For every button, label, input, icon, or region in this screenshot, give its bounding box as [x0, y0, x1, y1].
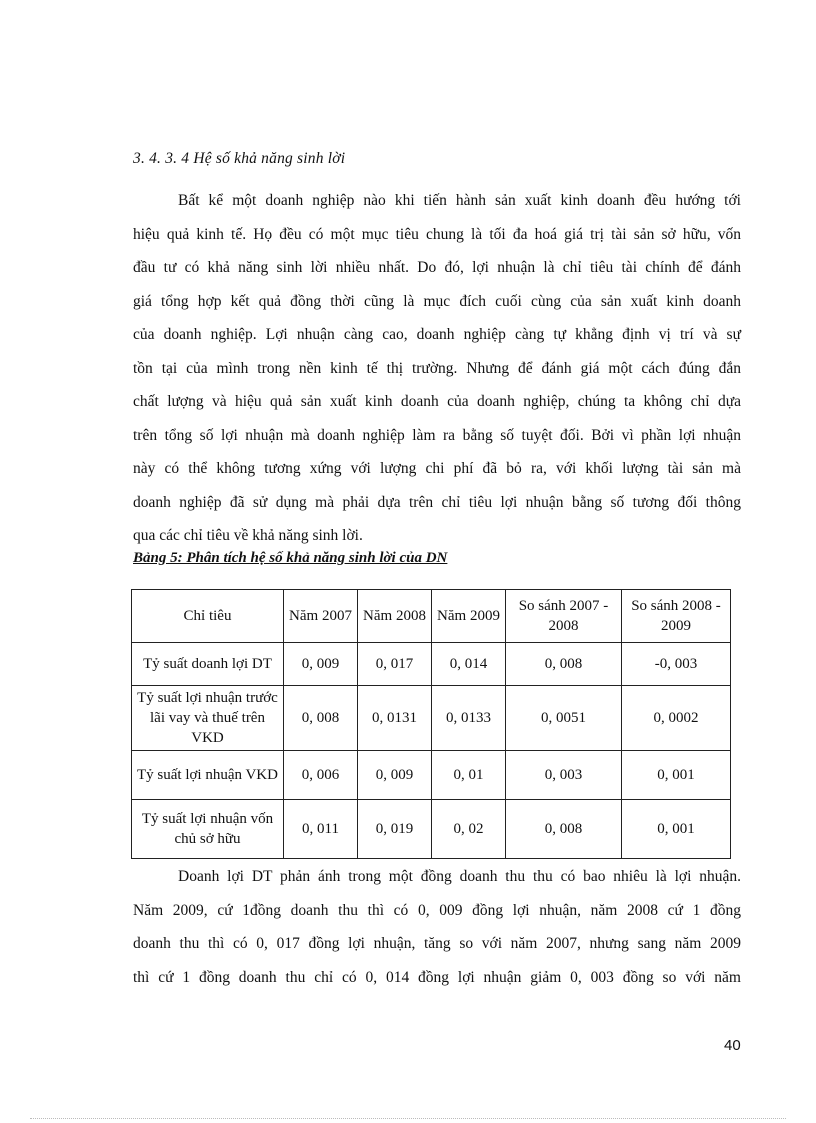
paragraph-line: doanh nghiệp đã sử dụng mà phải dựa trên chỉ tiêu lợi nhuận bằng số tương đối thông — [133, 493, 741, 511]
table-header-row — [132, 590, 731, 643]
table-row — [132, 751, 731, 800]
table-cell: 0, 0002 — [622, 686, 731, 751]
table-cell: 0, 0131 — [358, 686, 432, 751]
table-cell: 0, 008 — [284, 686, 358, 751]
table-cell: 0, 009 — [284, 643, 358, 686]
paragraph-line: chất lượng và hiệu quả sản xuất kinh doanh của doanh nghiệp, chúng ta không chỉ dựa — [133, 393, 741, 410]
paragraph-line: trên tổng số lợi nhuận mà doanh nghiệp làm ra bằng số tuyệt đối. Bởi vì phần lợi nhuận — [133, 426, 741, 444]
header-cell: So sánh 2008 - 2009 — [622, 590, 731, 643]
header-cell: Năm 2007 — [284, 590, 358, 643]
table-cell: 0, 014 — [432, 643, 506, 686]
section-heading: 3. 4. 3. 4 Hệ số khả năng sinh lời — [133, 150, 346, 167]
paragraph-line: này có thể không tương xứng với lượng chi phí đã bỏ ra, với khối lượng tài sản mà — [133, 460, 741, 477]
paragraph-line: của doanh nghiệp. Lợi nhuận càng cao, doanh nghiệp càng tự khẳng định vị trí và sự — [133, 326, 741, 343]
paragraph-line: Bất kể một doanh nghiệp nào khi tiến hành sản xuất kinh doanh đều hướng tới — [178, 192, 741, 209]
paragraph-intro — [133, 184, 741, 553]
paragraph-line: Doanh lợi DT phản ánh trong một đồng doanh thu thu có bao nhiêu là lợi nhuận. — [178, 868, 741, 885]
row-label: Tỷ suất lợi nhuận vốn chủ sở hữu — [132, 800, 284, 859]
table-cell: 0, 0051 — [506, 686, 622, 751]
paragraph-line: hiệu quả kinh tế. Họ đều có một mục tiêu chung là tối đa hoá giá trị tài sản sở hữu, vốn — [133, 225, 741, 243]
table-cell: 0, 017 — [358, 643, 432, 686]
row-label: Tỷ suất doanh lợi DT — [132, 643, 284, 686]
header-cell: So sánh 2007 - 2008 — [506, 590, 622, 643]
table-cell: 0, 001 — [622, 800, 731, 859]
paragraph-line: tồn tại của mình trong nền kinh tế thị trường. Nhưng để đánh giá một cách đúng đắn — [133, 359, 741, 377]
header-cell: Năm 2009 — [432, 590, 506, 643]
paragraph-analysis — [133, 860, 741, 994]
table-cell: 0, 019 — [358, 800, 432, 859]
table-cell: 0, 01 — [432, 751, 506, 800]
row-label: Tỷ suất lợi nhuận VKD — [132, 751, 284, 800]
table-cell: 0, 009 — [358, 751, 432, 800]
table-cell: 0, 008 — [506, 643, 622, 686]
paragraph-line: Năm 2009, cứ 1đồng doanh thu thì có 0, 009 đồng lợi nhuận, năm 2008 cứ 1 đồng — [133, 901, 741, 919]
paragraph-line: thì cứ 1 đồng doanh thu chỉ có 0, 014 đồng lợi nhuận giảm 0, 003 đồng so với năm — [133, 968, 741, 986]
table-cell: 0, 02 — [432, 800, 506, 859]
table-row — [132, 643, 731, 686]
paragraph-line: qua các chỉ tiêu về khả năng sinh lời. — [133, 527, 363, 544]
table-cell: 0, 003 — [506, 751, 622, 800]
table-cell: 0, 008 — [506, 800, 622, 859]
paragraph-line: giá tổng hợp kết quả đồng thời cũng là mục đích cuối cùng của sản xuất kinh doanh — [133, 292, 741, 310]
header-cell: Năm 2008 — [358, 590, 432, 643]
profitability-table — [131, 589, 731, 859]
table-cell: 0, 011 — [284, 800, 358, 859]
page-bottom-divider — [30, 1118, 786, 1119]
table-cell: 0, 0133 — [432, 686, 506, 751]
page-number: 40 — [724, 1037, 741, 1054]
table-cell: 0, 001 — [622, 751, 731, 800]
header-cell: Chỉ tiêu — [132, 590, 284, 643]
table-row — [132, 686, 731, 751]
paragraph-line: doanh thu thì có 0, 017 đồng lợi nhuận, tăng so với năm 2007, nhưng sang năm 2009 — [133, 935, 741, 952]
table-cell: 0, 006 — [284, 751, 358, 800]
row-label: Tỷ suất lợi nhuận trước lãi vay và thuế trên VKD — [132, 686, 284, 751]
table-caption: Bảng 5: Phân tích hệ số khả năng sinh lời của DN — [133, 550, 448, 566]
table-row — [132, 800, 731, 859]
table-cell: -0, 003 — [622, 643, 731, 686]
paragraph-line: đầu tư có khả năng sinh lời nhiều nhất. Do đó, lợi nhuận là chỉ tiêu tài chính để đánh — [133, 259, 741, 276]
